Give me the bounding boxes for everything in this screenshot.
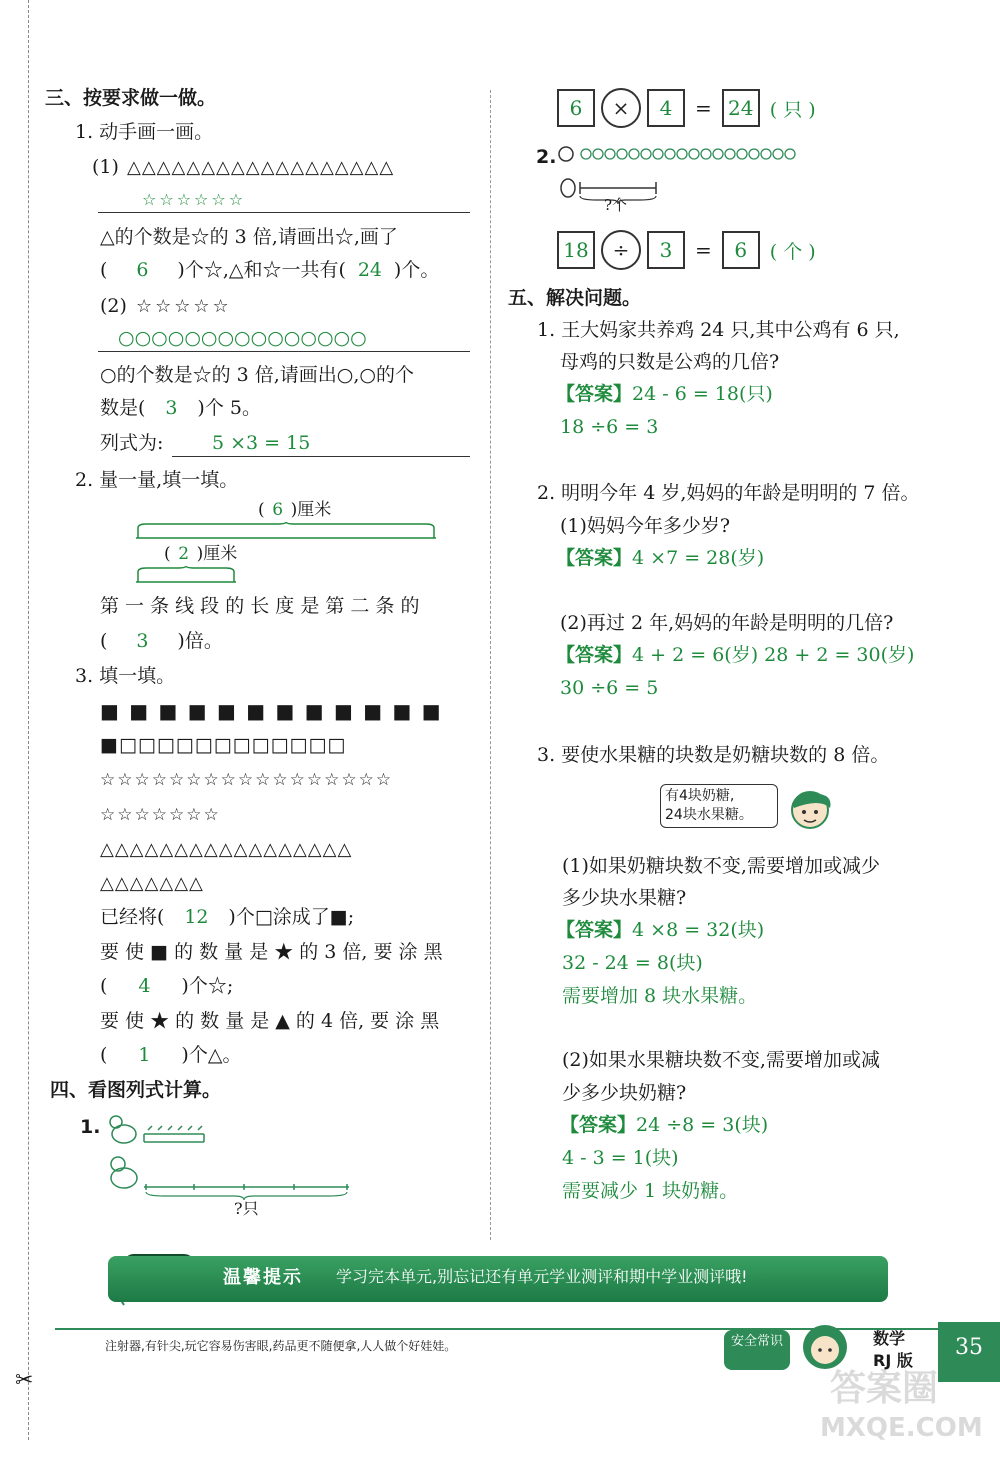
p3-answer-4: 【答案】24 ÷8 = 3(块) <box>560 1114 769 1136</box>
formula-answer: 5 ×3 = 15 <box>212 432 311 454</box>
eq2-equals: = <box>695 238 712 262</box>
eq1-operand-a: 6 <box>557 89 595 127</box>
answer-tag: 【答案】 <box>560 1114 637 1136</box>
section5-title: 五、解决问题。 <box>508 287 642 309</box>
p2-answer-1: 【答案】4 ×7 = 28(岁) <box>556 547 765 569</box>
q3-triangles-row1: △△△△△△△△△△△△△△△△△ <box>100 839 353 860</box>
q1-1-text-a: △的个数是☆的 3 倍,请画出☆,画了 <box>100 226 398 248</box>
q2-text-b: ( 3 )倍。 <box>100 630 223 652</box>
duck-diagram <box>104 1112 364 1202</box>
q3-squares-row: ■□□□□□□□□□□□□ <box>100 734 347 756</box>
duck-icon <box>111 1157 137 1188</box>
formula-label: 列式为: <box>100 432 164 454</box>
q3-triangles-row2: △△△△△△△ <box>100 873 204 894</box>
answer-tag: 【答案】 <box>556 644 633 666</box>
pear-icon <box>561 179 575 197</box>
answer-tag: 【答案】 <box>556 383 633 405</box>
footer-note: 注射器,有针尖,玩它容易伤害眼,药品更不随便拿,人人做个好娃娃。 <box>105 1339 457 1353</box>
eq1-unit: ( 只 ) <box>769 98 816 121</box>
q3-title: 3. 填一填。 <box>75 665 176 687</box>
eq2-unit: ( 个 ) <box>769 240 816 263</box>
sec4-q1-label: ?只 <box>234 1199 259 1218</box>
answer-tag: 【答案】 <box>556 547 633 569</box>
q3-text2-a: 要 使 ■ 的 数 量 是 ★ 的 3 倍, 要 涂 黑 <box>100 941 443 963</box>
p2-question-1: (1)妈妈今年多少岁? <box>560 515 731 537</box>
answer-line <box>98 212 470 213</box>
p1-text-b: 母鸡的只数是公鸡的几倍? <box>560 351 780 373</box>
p3-answer-6: 需要减少 1 块奶糖。 <box>562 1180 739 1202</box>
q1-title: 1. 动手画一画。 <box>75 121 214 143</box>
scissors-icon: ✂ <box>15 1368 34 1393</box>
banner-text: 学习完本单元,别忘记还有单元学业测评和期中学业测评哦! <box>336 1267 748 1286</box>
apple-icon <box>559 147 573 161</box>
eq1-operand-b: 4 <box>647 89 685 127</box>
subject-label: 数学 <box>873 1329 906 1348</box>
segment1-brace <box>136 522 436 542</box>
q1-1-text-b: ( 6 )个☆,△和☆一共有( 24 )个。 <box>100 259 440 281</box>
q3-stars-row1: ☆☆☆☆☆☆☆☆☆☆☆☆☆☆☆☆☆ <box>100 770 394 790</box>
watermark-logo: 答案圈 <box>830 1368 939 1409</box>
eq1-result: 24 <box>722 89 760 127</box>
p3-answer-3: 需要增加 8 块水果糖。 <box>562 985 758 1007</box>
q1-2-stars: ☆☆☆☆☆ <box>136 296 232 317</box>
q1-1-answer-1: 6 <box>136 259 149 281</box>
segment1-answer: 6 <box>272 500 284 520</box>
eq2-result: 6 <box>722 231 760 269</box>
p3-answer-2: 32 - 24 = 8(块) <box>562 952 703 974</box>
q3-stars-row2: ☆☆☆☆☆☆☆ <box>100 805 221 825</box>
equation-1 <box>557 88 816 128</box>
q1-2-answer: 3 <box>165 397 178 419</box>
eq1-operator: × <box>601 88 641 128</box>
section4-title: 四、看图列式计算。 <box>50 1079 222 1101</box>
p1-answer-2: 18 ÷6 = 3 <box>560 416 659 438</box>
apple-diagram <box>556 142 806 222</box>
p3-question-1-a: (1)如果奶糖块数不变,需要增加或减少 <box>562 855 880 877</box>
sec4-q1-num: 1. <box>80 1116 101 1138</box>
safety-badge: 安全常识 <box>724 1330 790 1370</box>
column-divider <box>490 90 491 1240</box>
eq2-operand-b: 3 <box>647 231 685 269</box>
q3-text1: 已经将( 12 )个□涂成了■; <box>100 906 355 928</box>
p3-answer-1: 【答案】4 ×8 = 32(块) <box>556 919 765 941</box>
section3-title: 三、按要求做一做。 <box>45 87 217 109</box>
equation-2 <box>557 230 816 270</box>
p2-question-2: (2)再过 2 年,妈妈的年龄是明明的几倍? <box>560 612 894 634</box>
q1-2-circles-answer: ○○○○○○○○○○○○○○○ <box>118 327 367 349</box>
q2-title: 2. 量一量,填一填。 <box>75 469 239 491</box>
q1-1-triangles: △△△△△△△△△△△△△△△△△△ <box>127 157 395 178</box>
answer-line <box>98 351 470 352</box>
p2-text-a: 2. 明明今年 4 岁,妈妈的年龄是明明的 7 倍。 <box>537 482 920 504</box>
tally-marks <box>144 1126 204 1142</box>
segment1-label: ( 6 )厘米 <box>258 500 332 520</box>
duck-icon <box>110 1116 136 1143</box>
p3-question-2-b: 少多少块奶糖? <box>562 1082 687 1104</box>
right-q2-label: ?个 <box>604 196 628 214</box>
eq2-operand-a: 18 <box>557 231 595 269</box>
edition-label: RJ 版 <box>873 1351 913 1370</box>
p1-answer-1: 【答案】24 - 6 = 18(只) <box>556 383 773 405</box>
speech-bubble: 有4块奶糖, 24块水果糖。 <box>660 784 778 828</box>
q2-answer: 3 <box>136 630 149 652</box>
segment2-brace <box>136 566 236 586</box>
answer-tag: 【答案】 <box>556 919 633 941</box>
q3-answer-1: 12 <box>184 906 209 928</box>
banner-title: 温馨提示 <box>223 1267 303 1288</box>
tip-banner <box>108 1256 888 1302</box>
watermark-url: MXQE.COM <box>820 1413 983 1443</box>
q1-1-stars-answer: ☆☆☆☆☆☆ <box>142 190 247 209</box>
q3-text3-a: 要 使 ★ 的 数 量 是 ▲ 的 4 倍, 要 涂 黑 <box>100 1010 440 1032</box>
p1-text-a: 1. 王大妈家共养鸡 24 只,其中公鸡有 6 只, <box>537 319 900 341</box>
p2-answer-2: 【答案】4 + 2 = 6(岁) 28 + 2 = 30(岁) <box>556 644 915 666</box>
p3-question-1-b: 多少块水果糖? <box>562 887 687 909</box>
segment2-answer: 2 <box>178 544 190 564</box>
boy-avatar <box>780 782 844 842</box>
q3-text3-b: ( 1 )个△。 <box>100 1044 242 1066</box>
q1-2-prefix: (2) <box>100 295 127 317</box>
eq1-equals: = <box>695 96 712 120</box>
cut-line <box>28 0 29 1440</box>
q3-black-squares: ■ ■ ■ ■ ■ ■ ■ ■ ■ ■ ■ ■ <box>100 699 443 723</box>
q1-1-answer-2: 24 <box>357 259 382 281</box>
q1-2-text-a: ○的个数是☆的 3 倍,请画出○,○的个 <box>100 364 414 386</box>
p2-answer-3: 30 ÷6 = 5 <box>560 677 659 699</box>
p3-answer-5: 4 - 3 = 1(块) <box>562 1147 679 1169</box>
eq2-operator: ÷ <box>601 230 641 270</box>
q1-1-prefix: (1) <box>92 156 119 178</box>
q2-text-a: 第 一 条 线 段 的 长 度 是 第 二 条 的 <box>100 595 420 617</box>
page-number: 35 <box>938 1322 1000 1382</box>
segment2-label: ( 2 )厘米 <box>164 544 238 564</box>
q1-2-text-b: 数是( 3 )个 5。 <box>100 397 261 419</box>
answer-line <box>172 456 470 457</box>
q3-answer-2: 4 <box>138 975 151 997</box>
girl-avatar <box>800 1322 850 1372</box>
q3-text2-b: ( 4 )个☆; <box>100 975 234 997</box>
p3-question-2-a: (2)如果水果糖块数不变,需要增加或减 <box>562 1049 880 1071</box>
right-q2-num: 2. <box>536 146 557 168</box>
p3-text-a: 3. 要使水果糖的块数是奶糖块数的 8 倍。 <box>537 744 890 766</box>
footer-line <box>55 1328 1000 1330</box>
q3-answer-3: 1 <box>138 1044 151 1066</box>
